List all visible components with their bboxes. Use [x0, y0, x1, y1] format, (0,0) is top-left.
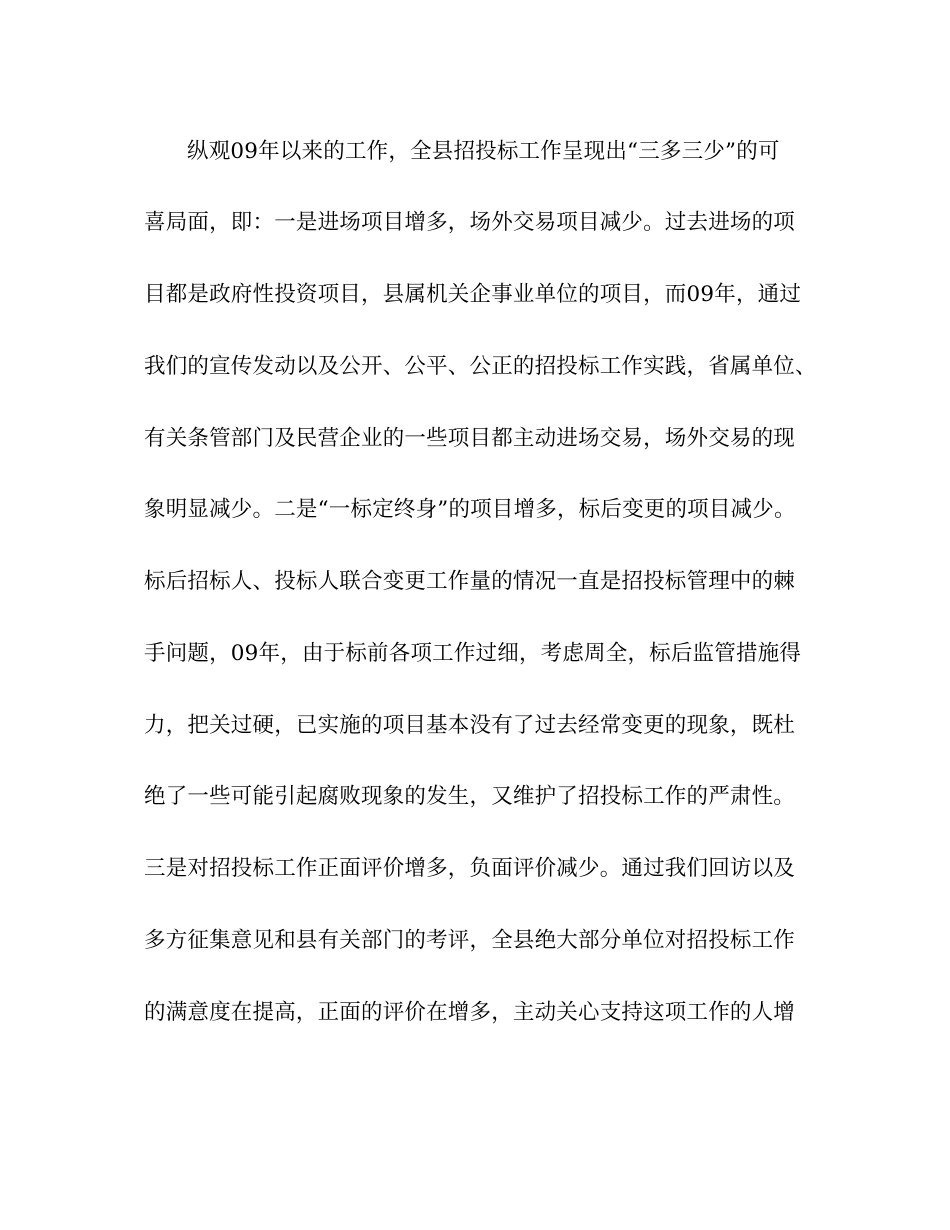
paragraph-line-11: 三是对招投标工作正面评价增多，负面评价减少。通过我们回访以及 [144, 856, 796, 881]
paragraph-line-8: 手问题，09年，由于标前各项工作过细，考虑周全，标后监管措施得 [144, 641, 802, 666]
paragraph-line-4: 我们的宣传发动以及公开、公平、公正的招投标工作实践，省属单位、 [144, 354, 817, 379]
paragraph-line-6: 象明显减少。二是“一标定终身”的项目增多，标后变更的项目减少。 [144, 497, 796, 522]
paragraph-line-10: 绝了一些可能引起腐败现象的发生，又维护了招投标工作的严肃性。 [144, 784, 796, 809]
paragraph-line-1: 纵观09年以来的工作，全县招投标工作呈现出“三多三少”的可 [187, 139, 780, 164]
paragraph-line-2: 喜局面，即：一是进场项目增多，场外交易项目减少。过去进场的项 [144, 210, 796, 235]
paragraph-line-12: 多方征集意见和县有关部门的考评，全县绝大部分单位对招投标工作 [144, 928, 796, 953]
paragraph-line-3: 目都是政府性投资项目，县属机关企事业单位的项目，而09年，通过 [144, 282, 802, 307]
paragraph-line-13: 的满意度在提高，正面的评价在增多，主动关心支持这项工作的人增 [144, 1000, 796, 1025]
paragraph-line-5: 有关条管部门及民营企业的一些项目都主动进场交易，场外交易的现 [144, 426, 796, 451]
paragraph-line-9: 力，把关过硬，已实施的项目基本没有了过去经常变更的现象，既杜 [144, 713, 796, 738]
paragraph-line-7: 标后招标人、投标人联合变更工作量的情况一直是招投标管理中的棘 [144, 569, 796, 594]
